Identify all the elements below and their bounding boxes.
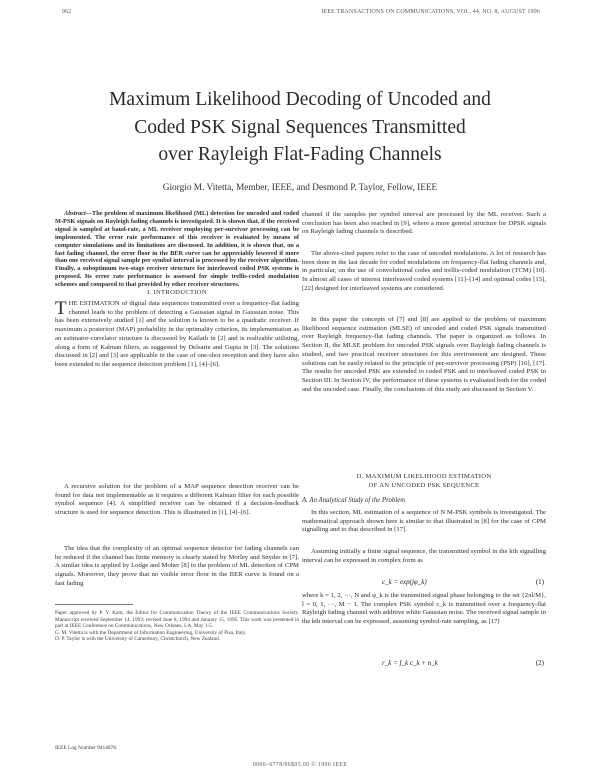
equation-2 bbox=[302, 659, 546, 669]
equation-2-number: (2) bbox=[535, 659, 544, 667]
journal-header: IEEE TRANSACTIONS ON COMMUNICATIONS, VOL. 44, NO. 8, AUGUST 1996 bbox=[321, 9, 540, 15]
right-para-4 bbox=[302, 509, 546, 545]
right-para-5 bbox=[302, 548, 546, 575]
section-1-heading: I. INTRODUCTION bbox=[147, 289, 207, 296]
right-text-4: In this section, ML estimation of a sequence of N M-PSK symbols is investigated. The mathematical approach shown here is similar to that illustrated in [8] for the case of CPM signalling and to that described in [17]. bbox=[302, 509, 546, 534]
footnote-rule bbox=[55, 604, 133, 605]
equation-1-number: (1) bbox=[535, 578, 544, 586]
title-line-2: Coded PSK Signal Sequences Transmitted bbox=[134, 117, 466, 138]
abstract bbox=[55, 210, 299, 289]
title-line-1: Maximum Likelihood Decoding of Uncoded and bbox=[109, 89, 491, 110]
authors: Giorgio M. Vitetta, Member, IEEE, and Desmond P. Taylor, Fellow, IEEE bbox=[162, 183, 438, 193]
section-2-heading-line-2: OF AN UNCODED PSK SEQUENCE bbox=[368, 482, 480, 489]
intro-para-3 bbox=[55, 545, 299, 597]
footnotes: Paper approved by P. Y. Kam, the Editor for Communication Theory of the IEEE Communications Society. Manuscript received September 14, 1993; revised June 8, 1994 and January 15, 1995. This work was presented in part at IEEE Conference on Communications, New Orleans, LA, May 1-5. G. M. Vitetta is with the Department of Information Engineering, University of Pisa, Italy. D. P. Taylor is with the University of Canterbury, Christchurch, New Zealand. bbox=[55, 610, 299, 643]
right-para-2 bbox=[302, 250, 546, 312]
right-text-1: channel if the samples per symbol interval are processed by the ML receiver. Such a conclusion has been also reached in [9], where a more general structure for DPSK signals on Rayleigh fading channels is described. bbox=[302, 211, 546, 236]
title-line-3: over Rayleigh Flat-Fading Channels bbox=[158, 144, 442, 165]
ieee-log-number: IEEE Log Number 9414878. bbox=[55, 745, 118, 751]
intro-text-2: A recursive solution for the problem of a MAP sequence detection receiver can be found for data not implementable as it requires a different Kalman filter for each possible symbol sequence [4]. A simplified receiver can be obtained if a decision-feedback structure is used for sequence detection. This is illustrated in [1], [4]–[6]. bbox=[55, 483, 299, 517]
right-text-3: In this paper the concepts of [7] and [8] are applied to the problem of maximum likelihood sequence estimation (MLSE) of uncoded and coded PSK signals transmitted over Rayleigh frequency-flat fading channels. The paper is organized as follows. In Section II, the MLSE problem for uncoded PSK signals over Rayleigh fading channels is studied, and two practical receiver structures for this environment are designed. These solutions can be easily related to the principle of per-survivor processing (PSP) [16], [17]. The results for uncoded PSK are extended to coded PSK and to interleaved coded PSK in Section III. In Section IV, the performance of these systems is evaluated both for the coded and the uncoded case. Finally, the conclusions of this study are discussed in Section V. bbox=[302, 316, 546, 393]
intro-para-1 bbox=[55, 300, 299, 480]
right-text-6: where k = 1, 2, ···, N and φ_k is the transmitted signal phase belonging to the set {2πl/M}, l = 0, 1, ···, M − 1. The complex PSK symbol c_k is transmitted over a frequency-flat Rayleigh fading channel with additive white Gaussian noise. The received signal sample in the kth interval can be expressed, assuming symbol-rate sampling, as [17] bbox=[302, 592, 546, 626]
copyright-footer: 0090–6778/96$05.00 © 1996 IEEE bbox=[252, 762, 348, 768]
equation-1-expression: c_k = exp(jφ_k) bbox=[382, 578, 427, 586]
intro-para-2 bbox=[55, 483, 299, 543]
abstract-lead: Abstract— bbox=[64, 210, 92, 217]
equation-1 bbox=[302, 578, 546, 588]
right-para-3 bbox=[302, 316, 546, 464]
right-text-5: Assuming initially a finite signal sequence, the transmitted symbol in the kth signalling interval can be expressed in complex form as bbox=[302, 548, 546, 564]
abstract-text: The problem of maximum likelihood (ML) detection for uncoded and coded M-PSK signals on Rayleigh fading channels is investigated. It is shown that, if the received signal is sampled at baud-rate, a ML receiver employing per-survivor processing can be implemented. The error rate performance of this receiver is evaluated by means of computer simulations and its limitations are discussed. In addition, it is shown that, on a fast fading channel, the error floor in the BER curve can be appreciably lowered if more than one received signal sample per symbol interval is processed by the receiver algorithm. Finally, a suboptimum two-stage receiver structure for interleaved coded PSK systems is proposed. Its error rate performance is assessed for simple trellis-coded modulation schemes and compared to that provided by other receiver structures. bbox=[55, 210, 299, 289]
intro-text-3: The idea that the complexity of an optimal sequence detector for fading channels can be reduced if the channel has finite memory is clearly stated by Morley and Snyder in [7]. A similar idea is applied by Lodge and Moher [8] to the problem of ML detection of CPM signals. Moreover, they prove that no visible error floor in the BER curve is found on a fast fading bbox=[55, 545, 299, 587]
equation-2-expression: r_k = f_k c_k + n_k bbox=[382, 659, 438, 667]
intro-text-1: HE ESTIMATION of digital data sequences transmitted over a frequency-flat fading channel leads to the problem of detecting a Gaussian signal in Gaussian noise. This has been extensively studied [1] and the solution is known to be a quadratic receiver. If maximum a posteriori (MAP) probability in the optimality criterion, its implementation as an estimator-correlator structure is discussed by Kailath in [2] and is realizable utilizing, along a form of Kalman filters, as suggested by Delsarte and Gupta in [3]. The solutions discussed in [2] and [3] are applicable in the case of one-shot reception and they have also been extended to the sequence detection problem [1], [4]–[6]. bbox=[55, 300, 299, 368]
right-text-2: The above-cited papers refer to the case of uncoded modulations. A lot of research has been done in the last decade for coded modulations on frequency-flat fading channels and, in particular, on the use of convolutional codes and trellis-coded modulation (TCM) [10]. In almost all cases of interest interleaved coded systems [11]–[14] and optimal codes [15], [22] designed for interleaved systems are considered. bbox=[302, 250, 546, 292]
page-number: 962 bbox=[62, 9, 72, 15]
subsection-a-heading: A. An Analytical Study of the Problem bbox=[302, 497, 406, 504]
dropcap: T bbox=[55, 300, 67, 319]
right-para-6 bbox=[302, 592, 546, 654]
section-2-heading-line-1: II. MAXIMUM LIKELIHOOD ESTIMATION bbox=[356, 473, 492, 480]
right-para-1 bbox=[302, 211, 546, 247]
